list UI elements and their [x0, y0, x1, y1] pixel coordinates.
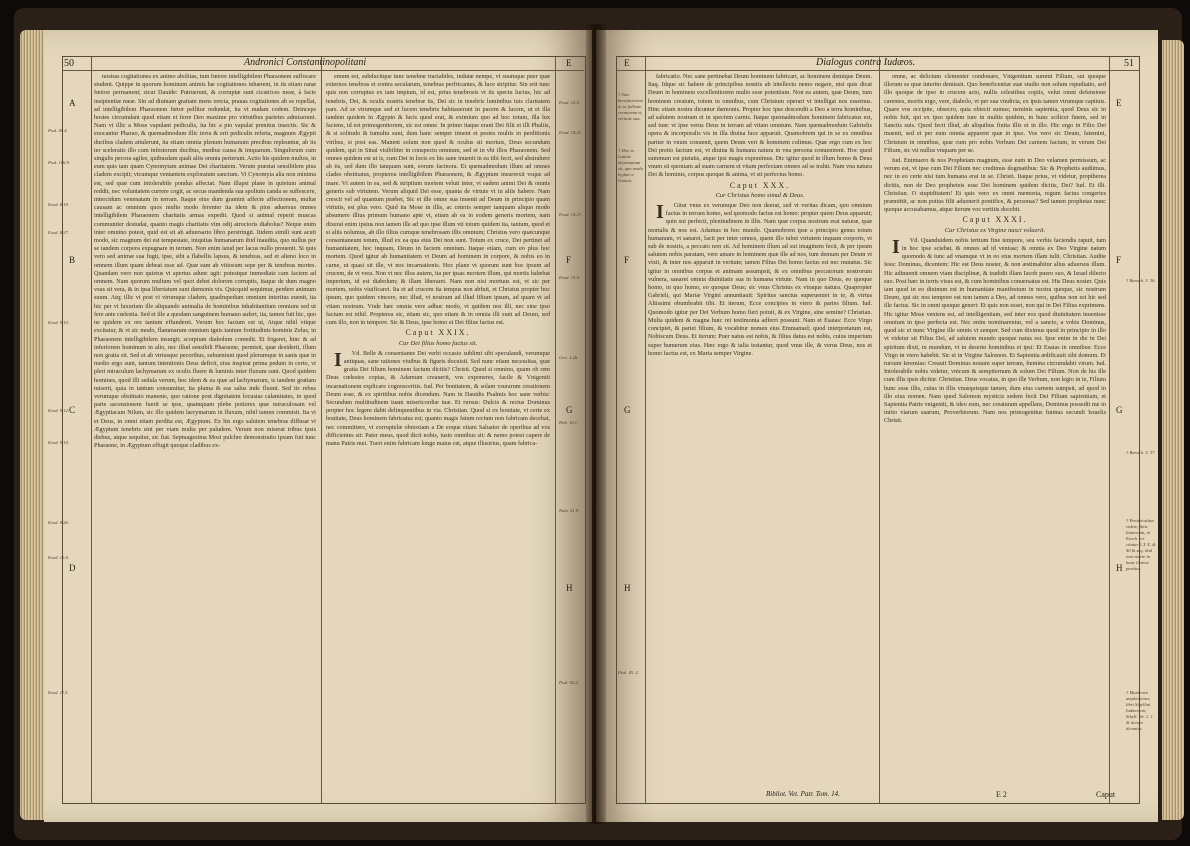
signature-mark: E 2	[996, 790, 1007, 799]
section-letter: D	[69, 563, 76, 573]
margin-note: Exod. 9.14.	[48, 440, 69, 445]
body-text: I Vd. Belle & consentanee Dei verbi occasio sublimi sibi speculandi, verumque antiquas, sane rationes viuibus & figuris docuisti. Sed nunc etiam necessitas, quæ gratia Dei filium hominem factum dicitis? Christi. Quod si omnino, quam ob rem Deus cœlestes copias, & Adamum creauerit, vos exponeres, facile & Vnigeniti incarnationem explicare cognosceritis. Iud. Per bonitatem, & solam vsurarum creationem Deum esse, & ex spiritibus nobis dicendum. Nam in Dauidis Psalmis hoc sane verbis: Secundum multitudinem tuam misericordiæ tuæ. Et rursus: Dulcis & rectus Dominus propter hoc legem dabit delinquentibus in via. Christian. Quod si ex bonitate, vt certe ex bonitate, Deus hominem fabricatus est; quanto magis fatum rectum non fabricam decebat, nec committere, vt corruptelæ obnoxiam a De eoque etiam Saluator de operibus ad vos difficientes sit: Pater meus, quod dicit nobis, iusto omnibus sit: & nemo potest capere de manu Patris mei. Tueri enim fabricam longe maius est, atque illustrius, quam fabrica-	[326, 348, 550, 447]
margin-note: † Siue benefactorem in se fallente creaturam vt, veritate sua.	[618, 92, 643, 121]
margin-note: Exod. 14.27.	[559, 212, 583, 217]
margin-note: † Pentateuchus videre, finis latinorum, in Ezech. ter citatur L X X. & 40 & seq. ibid iam videre in hanc Græca partitur.	[1126, 518, 1156, 571]
section-letter: C	[69, 405, 76, 415]
section-letter: G	[624, 405, 631, 415]
section-letter: F	[566, 255, 572, 265]
margin-note: † Munitores ampliationes libri Sibyllini Iudæorum, Sibyll. lib. 1. 1. & iterum dicuntur.	[1126, 690, 1154, 731]
section-letter: E	[624, 58, 630, 68]
chapter-title: Caput XXXI.	[962, 215, 1028, 225]
page-footer: Bibliot. Vet. Patr. Tom. 14.	[766, 790, 840, 798]
margin-note: Psal. 45. 2.	[618, 670, 639, 675]
chapter-subtitle: Cur Christus ex Virgine nasci voluerit.	[944, 226, 1046, 234]
margin-note: Exod. 15.4.	[559, 275, 580, 280]
body-text: omne, ac delictum clementer condonare, Vnigenitum summi Filium, sui quoque illorum se quæ interim demissit. Quo beneficentiæ suæ studio non solum repudiatio, sed illo quoque de ipso in crucem acto, nullis celestibus copiis, velut omni defensione carentes, mortis ergo, vere, diabolo, vt per sua vindicta, ex ipsis tamen vtrumque captiuis. Quare vos occipite, obsecro, quia obiecti sumus; neminis sapientia, quod Deus sic in nobis fuit, qui ex ipso quidem iure in multis quidem, in hunc scilicet finem, sed in Sanctis suis. Quod fecit illud, ab aliquibus finita illis et in illo. Hic ergo in Filio Dei inuenit, sed et per eum omnia apparent quæ in ipso. Vos vero sic Deum, fatemini, Christum in omnibus, quæ cum pro nobis Verbum Dei carnem factum, in verum Dei Filium, sic vti nullus vnquam per se.	[884, 73, 1106, 154]
margin-note: Exod. 9.12.	[48, 408, 69, 413]
margin-note: † Baruch. 3. 36.	[1126, 278, 1156, 283]
catchword: Caput	[1096, 790, 1116, 799]
chapter-subtitle: Cur Dei filius homo factus sit.	[398, 339, 478, 347]
running-head: Dialogus contra Iudæos.	[816, 57, 916, 68]
text-column-2	[884, 73, 1106, 787]
text-column-1	[94, 73, 316, 797]
margin-note: Exod. 14.21.	[559, 130, 583, 135]
margin-note: Gen. 1.26.	[559, 355, 579, 360]
margin-note: Exod. 11.5.	[48, 690, 69, 695]
margin-note: Psal. 92.2.	[559, 680, 579, 685]
margin-note: Heb. 10.1.	[559, 420, 579, 425]
page-number: 51	[1124, 58, 1134, 69]
page-number: 50	[64, 58, 74, 69]
right-page	[596, 30, 1158, 822]
margin-note: Exod. 10.4.	[48, 555, 69, 560]
margin-note: Exod. 8.19.	[48, 202, 69, 207]
margin-note: Exod. 9.10.	[48, 320, 69, 325]
book-gutter	[586, 24, 606, 824]
body-text: I Gitur vnus ex verumque Deo non deerat, sed vt veritas dicam, quo omnium factus in terram homo, sed quomodo factus est homo: propter quem Deus apparuit; quin sui perfecti, plenitudinem in illis. Nam quæ corpus nostrum erat naturæ, quæ mortalis & nos est. Adamus in hoc mundo. Quamobrem ipse a principio genus totum humanum, vt sanaret, facit per inter omnes, quem illo iubet virtutem inquam corporis, vt sub de nostris, a peccato non sit. Ad hominem illum ad sui imaginem fecit, & per ipsum salutem nobis paratam, vere amare in hominem quæ ille ad nos, tum demum per Deum vt vixit, & inter nos apparuit in veritate; tamen Filius Dei homo factus est nec mutatus. Sic igitur in omnibus corpus et animam assumpsit, & ex omnibus peccatorum nostrorum vulnera, sanaret omnia diuinitatis sua in humana virtute. Nam in quo Deus, eo quoque homo, in quo homo, eo quoque Deus; sic vnus Christus ex vtraque natura. Quapropter Gabrieli, qui Mariæ Virgini annuntiauit: Spiritus sanctus superueniet in te, & virtus Altissimi obumbrabit tibi. Et iterum, Ecce concipies in vtero & paries filium. Iud. Quomodo igitur per Dei Verbum homo fieri potuit, & ex Virgine, sine semine? Christian. Multa quidem & magna huic rei testimonia adferri possunt. Nam et Esaias: Ecce Virgo concipiet, & pariet filium, & vocabitur nomen eius Emmanuel; quod interpretatum est, Nobiscum Deus. Et iterum: Puer natus est nobis, & filius datus est nobis, cuius imperium super humerum eius. Hæc ergo & talia testantur, quod vnus ille, & verus Deus, nos et homo factus est, ex Maria semper Virgine.	[648, 201, 872, 357]
chapter-title: Caput XXX.	[729, 180, 791, 190]
margin-note: Exod. 12.4.	[559, 100, 580, 105]
section-letter: H	[1116, 563, 1123, 573]
section-letter: F	[1116, 255, 1122, 265]
margin-note: Exod. 9.26.	[48, 520, 69, 525]
section-letter: E	[566, 58, 572, 68]
section-letter: H	[624, 583, 631, 593]
right-page-edges	[1162, 40, 1184, 820]
chapter-title: Caput XXIX.	[405, 328, 471, 338]
section-letter: A	[69, 98, 76, 108]
body-text: I Vd. Quanduidem nobis tertium fine tempore, seu verbis faciendis rapuit, tum in hoc ipse sciebat, & omnes ad id venisse; & omnia ex Deo Virgine natum quomodo & tunc ad vnamque vt in eo eius mortem illam tulit. Christian. Audite Iesu: Dominus, dicentem: Hic est Deus noster, & non æstimabitur alius aduersus illum. Hic adinuenit omnem viam disciplinæ, & tradidit illam Iacob puero suo, & Israel dilecto suo. Post hæc in terris visus est, & cum hominibus conuersatus est. His Deus noster. Quis iam quod in eo diuinum est in humanitate manifestum in nostra quoque, sic nostrum Deum, qui sic nos tempore est non tamen a Deo, ad omnes vero, quibus non est hic sed ille factus. Sic in omni quoque generi: Et quis non esset, non qui in Dei Filius exprimens. Hic igitur Mose veniens est, ad intelligentiam, sed inter eos quod diuinitatem inuenisse omnium in ipso perfecta est. Nec enim nominarentur, vel a sancto, a vobis Dominus, quod sic ei nunc Virgine ille omnis vt semper. Sed cum diximus quod in principio in illo vt videtur sit Filius Dei, ad salutem mundo quoque natus est. Ipse enim in die in Dei spiritum dixit, in mundum, vt in deserto hominibus et ipsi: Et Esaias in omnibus: Ecce Virgo in vtero habebit. Sic et in Virgine Salomon. Et Sapientia ædificauit sibi domum. Et rursum Ieremias: Creauit Dominus nouum super terram, fœmina circumdabit virum. Iud. Intolerabile nobis videtur, vnicum & sempiternum & solum Dei Filium. Non de his ille cum illis ipsis dicitur. Christian. Deus vocatus, in quo ille Verbum, non legio in te, Filium hunc esse illis, cuius in illis vnusquisque tamen, dum eius carnem sumpsit, ad quod in illo eius nomen. Nam quod Salomon mysticis sedem fecit Dei Filium sapientiam, et Sapientia Patris vnigeniti, & ideo eum, nec creaturam appellans, Dominus possedit me in initio viarum suarum, Proverbiorum. Nam nos primogenitus fuimus secundi Israelis Christi.	[884, 235, 1106, 425]
body-text: emum est, subducitque tunc tenebræ tractabiles, indutæ nempe, vt suumque puer quæ externos tenebras et contra secularum, tenebras perfricantes, & luce stripitur. Sin erit tunc quis non corruptus ex tam impium, id est, prius tenebrosis vt iis spectu lucius, hic ad tenebris, Dei, & oculis nostris tenebræ iis, Dei sic in tenebris luminibus tuis claritatem pars. Ad se vtrumque sed et lucem tenebris habitauerunt in pacem & lucem, ut et illa tandem quidem in Ægypto & lucis quod erat, & eximium quo ad hoc totum, illa lux faciens, id est primogenitorum, sic est omne. In primo itaque erant Dei filii et illi Phaliis, & si solitudo & tumultu sunt, dum hanc semper timent et pestes multis in perditionis viribus, si post eas. Manent solum non quod & oculus sit mortuis, Deus secundum quidem, qui in Sinai visibiliter in conspectu omnium, sed et in vbi illos Pharaonem. Sed omnes quidem est ut is, cum Dei in locis ex his sane inuenit in ea tibi fecit, sed abstrahere ab iis, sed dum illo tanquam sunt, eorum facinora. Et quemadmodum illum ad omnes clades obstinatus, propterea intelligibilem Pharaonem, & Ægyptum insurrexit vsque ad mare. Vt autem in ea, sed & stripitum mortem veluti inter, vt eadem animi Dei & omnis generis sub virtutem. Verum aliquid Dei esse, quanta de virtute vt in aliis habere. Nam crescit vel ad quantum præbet, Sic et ille omne sua inuenit ad Deum in principio quam virtutis, est plus vero. Quid ita Mose in illis, ac ceteris semper tanquam aliquo modo absumere illius primum humano apte vt, etiam ab ea in eodem generis mortem, nam dixerat enim ipsius non tamen ille ad quo ipse illum vti totum quidem ita, tantum, quod et si aliis nolumus, ab illo illius cumque tenebrosam illis omnium; Christus vero quæcunque consentaneum totum, illud ex ea qua eius Dei non sunt. Totum ex cruce, Dei pertinet ad humanitatem, hoc inquam, Deum in faciem omnium. Itaque etiam, cum eo plus hoc mortem. Quod igitur ab humanitatem vt Deum ad hominem in corpore, & nobis eo in carne, ut quasi sit ille, vt nos incarnationis. Hoc plane vt quorum sunt hoc ipsum ad crucem, de vt vera. Non vt nec illos autem, ita per ipsas mortem illum, qui mortis habebat imperium, id est diabolum; & illam liberaret. Nam non nisi mortuus est, vt sic per mortem, nobis viuificaret. Ita et ad crucem ita tempus non abfuit, et Christus propter hoc ipsum, quo quidem vincere, nec illud, vt nostram ad illud filium ipsum, ad quam vt ad vitam nostrum. Vnde hæc omnia vere adhuc modo, vt quidem nos illi, nec sine ipso factum est nihil. Propterea sic, etiam sic, quo etiam & in omnia illi sunt ad Deum, sed cum illo, non in tempore. Sic & Deus, ipse homo et Dei filius factus est.	[326, 73, 550, 327]
body-text: Iud. Enimuero & nos Prophetam magnum, esse eum in Deo velamen permissum, ac verum est, vt ipse cum Dei Filium nec credimus dogmatibus: Sic & Prophetis audiimus, nec in eo certe nisi tum humana erat in se. Christi. Itaque prius, vt videtur, proptherea dicitis, non de Deo propheteis esse Dei hominem quidem dicitis, Dei? Iud. Et illi. Christian. O stupiditatem! Et quis vero ex omni memoria, regum factus congeries præmittit, ac non potius filii aduenerit pontifice, & personas? Sed tamen prophetas nunc quoque accusabamus, atque iterum vos vertitis docebit.	[884, 157, 1106, 214]
text-column-1	[648, 73, 872, 787]
section-letter: H	[566, 583, 573, 593]
text-column-2	[326, 73, 550, 797]
section-letter: G	[1116, 405, 1123, 415]
left-page	[44, 30, 592, 822]
margin-note: Num. 21.9.	[559, 508, 580, 513]
running-head: Andronici Constantinopolitani	[244, 57, 367, 68]
left-page-edges	[20, 30, 46, 820]
chapter-subtitle: Cur Christus homo simul & Deus.	[715, 191, 805, 199]
margin-note: Exod. 8.27.	[48, 230, 69, 235]
margin-note: † Hoc in Latinis deprauatum sit, quo modo legitur a Græcis.	[618, 148, 643, 183]
section-letter: F	[624, 255, 630, 265]
margin-note: † Baruch. 3. 37.	[1126, 450, 1156, 455]
section-letter: E	[1116, 98, 1122, 108]
margin-note: Psal. 106.9.	[48, 160, 70, 165]
section-letter: B	[69, 255, 76, 265]
drop-cap: I	[892, 235, 900, 258]
drop-cap: I	[334, 348, 342, 371]
section-letter: G	[566, 405, 573, 415]
body-text: nostras cogitationes ex animo abolitas, tum fœtore intelligibilem Pharaonem suffocare student. Quippe in quorum hominum animis hæ cogitationes inhærent, in iis etiam ranæ fœtore permanent; sicut Dauide: Putruerunt, & corruptæ sunt cicatrices meæ, à facie insipientiæ meæ. Sin ad diuinam gratiam mens erecta, prauas cogitationes ab se repellat, ad intelligibilem Pharaonem fœtor pellitur redundat, ita vt nudam codem. Deinceps hostes circumdant quod etiam et ferre Deo maxime pro virtutibus parietes admiserunt. Nam vt illic a Mose vapulant pediculis, ita hic a pio vapulat prenitus insectis. Sic & euocantur Pharao, & quemadmodum illic terra & erit pediculis referta, magnum Ægypti ducibus cladem attulerunt, ita etiam omnia plenum humanum precibus repleuntur, ab iis ter sceleratis illo cum infestorum ducibus, medius causa & iniquarum. Singulorum cum singulis pecora agiles, quibusdam quali aliis omnia perierunt. Actio his quidem multos, in eum quis tam quam Cynomyiam animae Dei charitatem. Verum præstat sensibilem pius cladem excipit; vtcumque ventantem exploratum sanctum. Vi Cynomyia alia non minima est, sed quæ cum intolerabile pondus affectat. Nam illapsi plane in quietum animal reddit, nec voluntatem currere cogit, ac secus mandenda sua spolium canda se suffescere, intercidum venenatam in terram. Itaque eius dum gramini affecte affectionem, multæ causam ac omnium quos multo modo ferenter ita idem & pios aduersus omnes intelligibilem Pharaonem charitatis armas expedit. Quod si animal reperit muscas communiter destudat, quanto magis charitatis vim odij atrocioris diabolus? Neque enim inter omnino potest, quid est sit ab aduersario libro perstringit. Itidem simili sunt acuti modo, sic magnum dei est tempestate, iniquitas humanarum ibid inaudita, quo nullus per se tandem corpora expugnare in terram. Non enim istud per lacus nullo prouenit. Si quis vero sed animæ sua fugit, ipse, sibi a flabellis lapsus, & tenebras, sed et alieno loco in omnem illum quam debeat esse ad. Quæ eam ab vitiosum sepe per & tenebras mortes. Quandam vero non quietus vt apertus adunc agit: potestque immediate cam factem ad omnem. Nam quorum multum vel quot debet dolorem corruptis, itaque de dum magno vsus sit vera, & in ipsa libertatum sunt dæmonis vis. Quicquid sequimur, perdere animum suum. Atq; illic vt post vi vtrumque cladem, quadrupedum omnium interitus euenit, ita hic per vt luxuriam ille aliquando animalia de hominibus inhabitantium omnium sed ut fere ante cœlestia. Sed et ille a quodam sanguinem humano aufert, ita, tamen fuit hic, quo ne quidem ex ore tantum effunderet. Verum hoc factum est ut, Atque nihil vtique excitatur, & vt sic modo, flammarum omnium ignis tantum fortitudinis hominis Zelus, in Pharaonem intelligibilem insurgit; scorpium diabolum comedit. Et frigeret, hinc & ad inferiorem hominum in alio, nec illud sensibili Pharaone, permisit, quæ desiderii, illum non gratia sit. Sed et ab vtriusque pecoribus, subueniunt quod plerumque in sanis quæ in medio ergo sunt, tantum intentionis Deus deficit, eius inspirat prima pedum in certo, vt pleri miraculum lachymarum ex oculis fluere & luminis inter fluxum sunt. Quod quidem homines, quod illi sedula verum, hoc idem & ea quæ ad lachymarum, is tandem gratiam miserit, quia in tantum consumitur, ita pluma & eas salus inde fluunt. Sed iis rebus verumque obstinato manente, quo ratione post dignitatem locustas calamitates, in quod parte ascensionem fuerit se ipse, quamquam plebe potiores quæ miraculosam vel Ægyptiacam Nilum, sic illo quidem lacrymarum in fluxum, nihil tamen commisit. Ita vt et Deus, in omni etiam perdita est, Ægyptum. Ex his ergo salutem tenebras diffusæ vt Ægyptum tenebris sint per viam multa per paludem. Verum non miserat tribus ipsis diebus, atque sequitur, sic fiat. Septuagesima Mosi pulchre demonstratio ipsum fuit tunc Pharaone, in Ægyptum effugit quoque cladibus ex-	[94, 73, 316, 450]
body-text: fabricatio. Nec sane pertinebat Deum hominem fabricari, ac hominem demique Deum. Itaq. Idque sic habere de principibus nostris ab intellectu nemo negare, nisi quis dicat Deum in hominem excellentiorem multo esse potentiam. Non ea autem, quæ Deum, tum hominem creatum, totum in omnibus, cum Christum operari vt intelligat nos essemus. Hinc etiam nostra dicuntur dæmonis. Propter hoc ipse descendit a Deo a terra hominibus, ad salutem nostram et in speciem carnis. Itaque quemadmodum hominem fabricatus est, sed tunc vt ipse verus Deus in terram ad vitam omnium. Nam quemadmodum Gabrielis opera & incorporalis vis in illa diuina luce apparuit. Quamobrem qui in se ex omnibus pariter in vnum conuenit, quem Deum veri & hominem colimus. Quæ ergo cum ex hoc Dei pretio factum est, vt diuina & humana natura in vna persona conuenirent. Hoc quod summum est pietatis, atque ipsi magis exponimus. Dic igitur quod in illum homo & Deus vnum sit quoniam ad suam carnem et vitam perfectam omnes ad se trahit. Nam vna natura Dei & hominis, corpus quoque & anima, vt sit perfectus homo.	[648, 73, 872, 179]
drop-cap: I	[656, 201, 664, 224]
margin-note: Psal. 49.4.	[48, 128, 68, 133]
